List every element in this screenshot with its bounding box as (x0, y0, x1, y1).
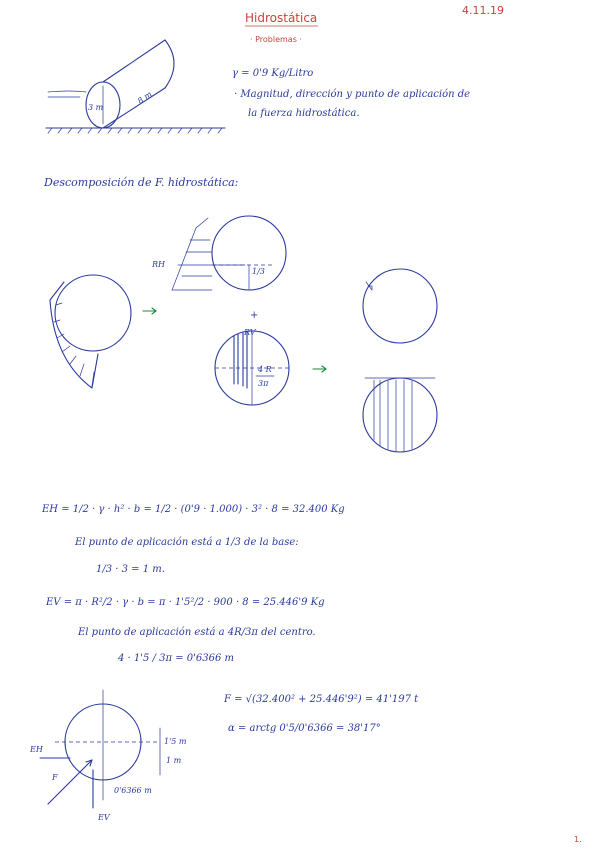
page-number: 1. (574, 835, 582, 844)
page-date: 4.11.19 (462, 4, 504, 17)
ev-final-label: EV (98, 813, 110, 822)
water-surface-line (48, 91, 86, 92)
f-final-label: F (52, 773, 58, 782)
plus-sign: + (250, 310, 259, 321)
ground-hatching (48, 128, 222, 133)
pressure-arrows (54, 303, 94, 386)
ev-point-value: 4 · 1'5 / 3π = 0'6366 m (118, 653, 234, 664)
page-title: Hidrostática (245, 11, 318, 25)
f-total-equation: F = √(32.400² + 25.446'9²) = 41'197 t (224, 694, 419, 705)
right-split-diagrams (363, 269, 437, 452)
horizontal-component-diagram (151, 216, 286, 290)
frac-den: 3π (258, 379, 269, 388)
cylinder-back-face (165, 40, 174, 88)
alpha-equation: α = arctg 0'5/0'6366 = 38'17° (228, 723, 381, 734)
statement-line-1: · Magnitud, dirección y punto de aplicación de (234, 89, 471, 100)
page-subtitle: · Problemas · (250, 35, 302, 44)
cylinder-top-edge (103, 40, 165, 82)
eh-point-value: 1/3 · 3 = 1 m. (96, 564, 165, 575)
dim-1-label: 1 m (166, 756, 182, 765)
section-heading: Descomposición de F. hidrostática: (44, 176, 239, 189)
statement-line-2: la fuerza hidrostática. (248, 108, 360, 119)
frac-num: 4 R (258, 365, 272, 374)
rh-label: RH (152, 260, 165, 269)
length-label: 8 m (135, 89, 154, 106)
dim-06366-label: 0'6366 m (114, 786, 152, 795)
left-pressure-diagram (50, 275, 131, 388)
rh-triangle (172, 218, 212, 290)
third-label: 1/3 (252, 267, 265, 276)
rv-hatching (234, 332, 247, 388)
dim-15-label: 1'5 m (164, 737, 187, 746)
lower-right-hatching (374, 380, 412, 451)
eh-final-label: EH (30, 745, 43, 754)
gamma-value: γ = 0'9 Kg/Litro (232, 68, 314, 79)
resultant-force-diagram (29, 690, 187, 822)
cylinder-bottom-edge (103, 88, 165, 128)
resultant-arrow (48, 760, 92, 804)
left-circle (55, 275, 131, 351)
cylinder-sketch (46, 40, 225, 133)
ev-equation: EV = π · R²/2 · γ · b = π · 1'5²/2 · 900 · 8 = 25.446'9 Kg (46, 597, 325, 608)
diameter-label: 3 m (88, 103, 104, 112)
vertical-component-diagram (215, 328, 289, 405)
pressure-envelope (50, 282, 98, 388)
eh-point-text: El punto de aplicación está a 1/3 de la base: (75, 537, 299, 548)
ev-point-text: El punto de aplicación está a 4R/3π del centro. (78, 627, 316, 638)
rh-hatching (182, 240, 212, 276)
eh-equation: EH = 1/2 · γ · h² · b = 1/2 · (0'9 · 1.000) · 3² · 8 = 32.400 Kg (42, 504, 345, 515)
rv-label: RV (244, 328, 256, 337)
upper-right-circle (363, 269, 437, 343)
